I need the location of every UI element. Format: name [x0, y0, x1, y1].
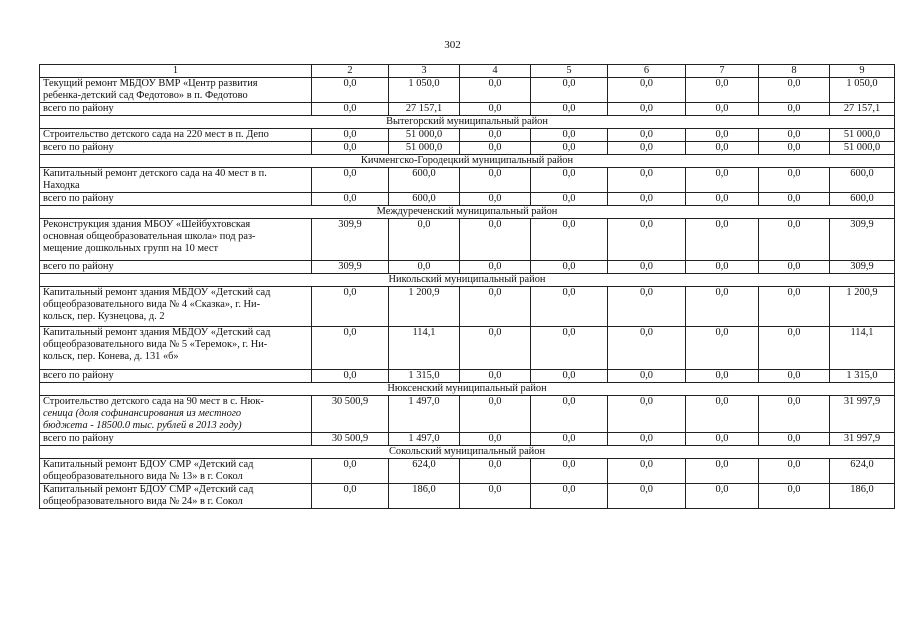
value-cell-col-2: 0,0 [312, 168, 389, 193]
value-cell-col-8: 0,0 [759, 168, 830, 193]
object-name-note-line: бюджета - 18500.0 тыс. рублей в 2013 году) [43, 420, 242, 431]
district-total-row [40, 433, 895, 446]
object-name-line: общеобразовательного вида № 5 «Теремок», г. Ни- [43, 339, 268, 350]
district-header-row [40, 274, 895, 287]
object-name-line: основная общеобразовательная школа» под раз- [43, 231, 256, 242]
total-label [40, 103, 312, 116]
object-name [40, 396, 312, 433]
table-row [40, 78, 895, 103]
value-cell-col-3: 1 497,0 [389, 396, 460, 433]
value-cell-col-4: 0,0 [460, 103, 531, 116]
value-cell-col-7: 0,0 [686, 327, 759, 370]
value-cell-col-4: 0,0 [460, 433, 531, 446]
district-header-row [40, 206, 895, 219]
value-cell-col-7: 0,0 [686, 129, 759, 142]
value-cell-col-9: 51 000,0 [830, 142, 895, 155]
value-cell-col-4: 0,0 [460, 78, 531, 103]
value-cell-col-7: 0,0 [686, 396, 759, 433]
value-cell-col-3: 51 000,0 [389, 142, 460, 155]
value-cell-col-2: 309,9 [312, 219, 389, 261]
value-cell-col-6: 0,0 [608, 459, 686, 484]
table-row [40, 129, 895, 142]
table-row [40, 327, 895, 370]
value-cell-col-4: 0,0 [460, 370, 531, 383]
table-row [40, 168, 895, 193]
object-name-line: Капитальный ремонт здания МБДОУ «Детский сад [43, 327, 271, 338]
value-cell-col-7: 0,0 [686, 484, 759, 509]
total-label [40, 142, 312, 155]
value-cell-col-2: 0,0 [312, 287, 389, 327]
value-cell-col-6: 0,0 [608, 78, 686, 103]
table-row [40, 287, 895, 327]
value-cell-col-2: 0,0 [312, 129, 389, 142]
value-cell-col-8: 0,0 [759, 129, 830, 142]
object-name [40, 168, 312, 193]
value-cell-col-7: 0,0 [686, 168, 759, 193]
column-header: 2 [312, 65, 389, 78]
total-label [40, 433, 312, 446]
object-name-line: Реконструкция здания МБОУ «Шейбухтовская [43, 219, 251, 230]
value-cell-col-3: 600,0 [389, 193, 460, 206]
value-cell-col-5: 0,0 [531, 142, 608, 155]
object-name-line: кольск, пер. Кузнецова, д. 2 [43, 311, 165, 322]
value-cell-col-4: 0,0 [460, 261, 531, 274]
value-cell-col-9: 600,0 [830, 168, 895, 193]
value-cell-col-7: 0,0 [686, 370, 759, 383]
value-cell-col-6: 0,0 [608, 433, 686, 446]
value-cell-col-5: 0,0 [531, 103, 608, 116]
district-total-row [40, 193, 895, 206]
value-cell-col-5: 0,0 [531, 261, 608, 274]
object-name-line: Капитальный ремонт детского сада на 40 мест в п. [43, 168, 267, 179]
value-cell-col-5: 0,0 [531, 433, 608, 446]
value-cell-col-5: 0,0 [531, 370, 608, 383]
value-cell-col-3: 0,0 [389, 219, 460, 261]
value-cell-col-2: 0,0 [312, 459, 389, 484]
value-cell-col-8: 0,0 [759, 459, 830, 484]
district-total-row [40, 370, 895, 383]
value-cell-col-6: 0,0 [608, 327, 686, 370]
value-cell-col-5: 0,0 [531, 129, 608, 142]
object-name [40, 78, 312, 103]
budget-table [39, 64, 895, 509]
value-cell-col-7: 0,0 [686, 78, 759, 103]
value-cell-col-9: 186,0 [830, 484, 895, 509]
object-name-line: общеобразовательного вида № 13» в г. Сокол [43, 471, 243, 482]
object-name-line: Капитальный ремонт БДОУ СМР «Детский сад [43, 484, 254, 495]
district-total-row [40, 103, 895, 116]
value-cell-col-7: 0,0 [686, 142, 759, 155]
district-header-row [40, 155, 895, 168]
value-cell-col-3: 186,0 [389, 484, 460, 509]
value-cell-col-5: 0,0 [531, 459, 608, 484]
value-cell-col-4: 0,0 [460, 142, 531, 155]
value-cell-col-5: 0,0 [531, 219, 608, 261]
value-cell-col-4: 0,0 [460, 459, 531, 484]
value-cell-col-9: 600,0 [830, 193, 895, 206]
value-cell-col-4: 0,0 [460, 168, 531, 193]
district-header-row [40, 383, 895, 396]
total-label [40, 370, 312, 383]
value-cell-col-2: 30 500,9 [312, 433, 389, 446]
value-cell-col-6: 0,0 [608, 193, 686, 206]
object-name-line: мещение дошкольных групп на 10 мест [43, 243, 219, 254]
value-cell-col-7: 0,0 [686, 219, 759, 261]
value-cell-col-9: 1 200,9 [830, 287, 895, 327]
value-cell-col-4: 0,0 [460, 193, 531, 206]
value-cell-col-8: 0,0 [759, 193, 830, 206]
value-cell-col-7: 0,0 [686, 103, 759, 116]
value-cell-col-2: 0,0 [312, 193, 389, 206]
value-cell-col-3: 1 315,0 [389, 370, 460, 383]
value-cell-col-5: 0,0 [531, 484, 608, 509]
value-cell-col-3: 0,0 [389, 261, 460, 274]
district-total-row [40, 261, 895, 274]
column-header: 6 [608, 65, 686, 78]
object-name-line: всего по району [43, 103, 114, 114]
value-cell-col-6: 0,0 [608, 484, 686, 509]
value-cell-col-4: 0,0 [460, 129, 531, 142]
value-cell-col-2: 30 500,9 [312, 396, 389, 433]
value-cell-col-9: 309,9 [830, 261, 895, 274]
district-total-row [40, 142, 895, 155]
object-name-line: Капитальный ремонт БДОУ СМР «Детский сад [43, 459, 254, 470]
table-row [40, 459, 895, 484]
value-cell-col-2: 0,0 [312, 78, 389, 103]
district-name: Кичменгско-Городецкий муниципальный район [40, 155, 895, 168]
value-cell-col-2: 0,0 [312, 484, 389, 509]
value-cell-col-5: 0,0 [531, 78, 608, 103]
value-cell-col-8: 0,0 [759, 287, 830, 327]
column-header: 3 [389, 65, 460, 78]
value-cell-col-5: 0,0 [531, 193, 608, 206]
value-cell-col-9: 27 157,1 [830, 103, 895, 116]
value-cell-col-8: 0,0 [759, 103, 830, 116]
value-cell-col-3: 624,0 [389, 459, 460, 484]
value-cell-col-4: 0,0 [460, 396, 531, 433]
object-name-line: всего по району [43, 433, 114, 444]
value-cell-col-9: 624,0 [830, 459, 895, 484]
table-row [40, 219, 895, 261]
table-header-row [40, 65, 895, 78]
district-name: Вытегорский муниципальный район [40, 116, 895, 129]
value-cell-col-7: 0,0 [686, 193, 759, 206]
value-cell-col-6: 0,0 [608, 370, 686, 383]
total-label [40, 193, 312, 206]
value-cell-col-6: 0,0 [608, 396, 686, 433]
value-cell-col-3: 1 200,9 [389, 287, 460, 327]
value-cell-col-2: 0,0 [312, 327, 389, 370]
value-cell-col-8: 0,0 [759, 142, 830, 155]
value-cell-col-7: 0,0 [686, 261, 759, 274]
object-name [40, 129, 312, 142]
value-cell-col-6: 0,0 [608, 142, 686, 155]
value-cell-col-4: 0,0 [460, 287, 531, 327]
value-cell-col-6: 0,0 [608, 103, 686, 116]
value-cell-col-5: 0,0 [531, 327, 608, 370]
value-cell-col-9: 309,9 [830, 219, 895, 261]
value-cell-col-3: 1 050,0 [389, 78, 460, 103]
column-header: 5 [531, 65, 608, 78]
district-header-row [40, 446, 895, 459]
value-cell-col-8: 0,0 [759, 484, 830, 509]
column-header: 7 [686, 65, 759, 78]
object-name-line: ребенка-детский сад Федотово» в п. Федотово [43, 90, 248, 101]
district-header-row [40, 116, 895, 129]
object-name-line: Текущий ремонт МБДОУ ВМР «Центр развития [43, 78, 258, 89]
value-cell-col-6: 0,0 [608, 287, 686, 327]
column-header: 8 [759, 65, 830, 78]
value-cell-col-9: 1 050,0 [830, 78, 895, 103]
value-cell-col-7: 0,0 [686, 433, 759, 446]
object-name-line: всего по району [43, 261, 114, 272]
total-label [40, 261, 312, 274]
value-cell-col-9: 1 315,0 [830, 370, 895, 383]
object-name-note-line: сеница (доля софинансирования из местного [43, 408, 242, 419]
page-number: 302 [444, 39, 461, 51]
object-name-line: Строительство детского сада на 220 мест в п. Депо [43, 129, 269, 140]
value-cell-col-5: 0,0 [531, 287, 608, 327]
district-name: Междуреченский муниципальный район [40, 206, 895, 219]
object-name [40, 484, 312, 509]
value-cell-col-9: 114,1 [830, 327, 895, 370]
value-cell-col-3: 114,1 [389, 327, 460, 370]
value-cell-col-3: 600,0 [389, 168, 460, 193]
value-cell-col-4: 0,0 [460, 327, 531, 370]
value-cell-col-7: 0,0 [686, 459, 759, 484]
value-cell-col-8: 0,0 [759, 219, 830, 261]
value-cell-col-8: 0,0 [759, 327, 830, 370]
object-name-line: общеобразовательного вида № 24» в г. Сокол [43, 496, 243, 507]
object-name [40, 459, 312, 484]
object-name-line: всего по району [43, 370, 114, 381]
table-row [40, 484, 895, 509]
value-cell-col-6: 0,0 [608, 261, 686, 274]
value-cell-col-8: 0,0 [759, 396, 830, 433]
value-cell-col-8: 0,0 [759, 78, 830, 103]
object-name-line: Капитальный ремонт здания МБДОУ «Детский сад [43, 287, 271, 298]
value-cell-col-9: 51 000,0 [830, 129, 895, 142]
value-cell-col-8: 0,0 [759, 433, 830, 446]
value-cell-col-2: 0,0 [312, 370, 389, 383]
value-cell-col-6: 0,0 [608, 168, 686, 193]
value-cell-col-9: 31 997,9 [830, 433, 895, 446]
district-name: Сокольский муниципальный район [40, 446, 895, 459]
column-header: 4 [460, 65, 531, 78]
object-name-line: всего по району [43, 193, 114, 204]
object-name-line: Находка [43, 180, 80, 191]
column-header: 9 [830, 65, 895, 78]
value-cell-col-6: 0,0 [608, 129, 686, 142]
district-name: Никольский муниципальный район [40, 274, 895, 287]
value-cell-col-3: 51 000,0 [389, 129, 460, 142]
value-cell-col-8: 0,0 [759, 261, 830, 274]
object-name-line: всего по району [43, 142, 114, 153]
object-name-line: общеобразовательного вида № 4 «Сказка», г. Ни- [43, 299, 261, 310]
value-cell-col-5: 0,0 [531, 168, 608, 193]
object-name-line: Строительство детского сада на 90 мест в с. Нюк- [43, 396, 264, 407]
object-name [40, 327, 312, 370]
value-cell-col-2: 0,0 [312, 103, 389, 116]
value-cell-col-9: 31 997,9 [830, 396, 895, 433]
value-cell-col-5: 0,0 [531, 396, 608, 433]
object-name [40, 287, 312, 327]
value-cell-col-2: 0,0 [312, 142, 389, 155]
object-name-line: кольск, пер. Конева, д. 131 «б» [43, 351, 179, 362]
value-cell-col-3: 1 497,0 [389, 433, 460, 446]
value-cell-col-7: 0,0 [686, 287, 759, 327]
value-cell-col-4: 0,0 [460, 219, 531, 261]
table-row [40, 396, 895, 433]
district-name: Нюксенский муниципальный район [40, 383, 895, 396]
value-cell-col-4: 0,0 [460, 484, 531, 509]
value-cell-col-8: 0,0 [759, 370, 830, 383]
value-cell-col-3: 27 157,1 [389, 103, 460, 116]
value-cell-col-2: 309,9 [312, 261, 389, 274]
object-name [40, 219, 312, 261]
value-cell-col-6: 0,0 [608, 219, 686, 261]
column-header: 1 [40, 65, 312, 78]
